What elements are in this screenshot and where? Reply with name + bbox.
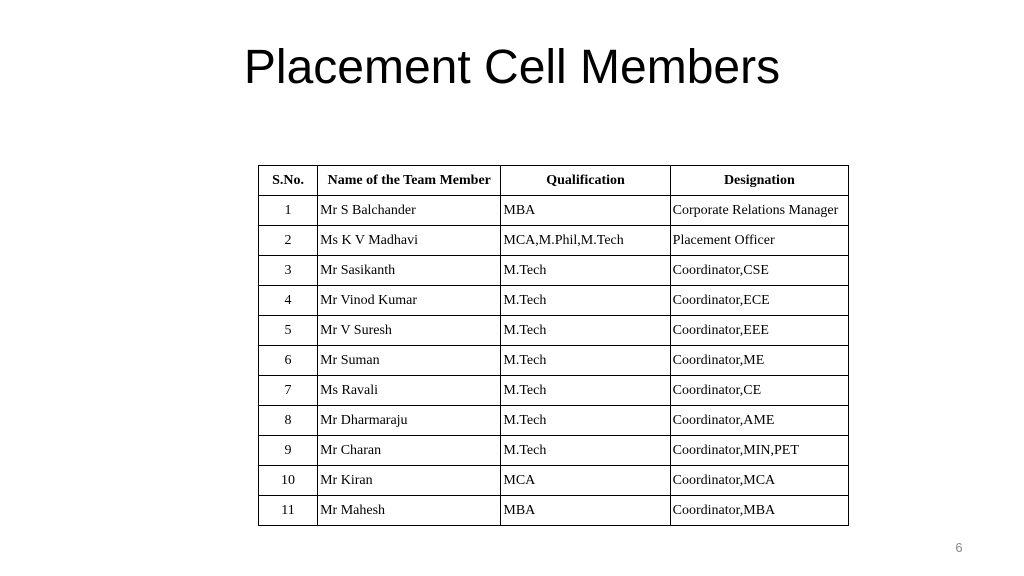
cell-name: Mr Mahesh <box>318 496 501 526</box>
cell-sno: 4 <box>259 286 318 316</box>
table-row <box>259 316 849 346</box>
cell-sno: 8 <box>259 406 318 436</box>
slide-title: Placement Cell Members <box>243 41 781 94</box>
table-row <box>259 466 849 496</box>
cell-qualification: M.Tech <box>501 256 670 286</box>
table-row <box>259 346 849 376</box>
header-designation: Designation <box>670 166 848 196</box>
cell-sno: 11 <box>259 496 318 526</box>
cell-name: Mr Sasikanth <box>318 256 501 286</box>
cell-name: Mr S Balchander <box>318 196 501 226</box>
cell-qualification: MCA,M.Phil,M.Tech <box>501 226 670 256</box>
header-qualification: Qualification <box>501 166 670 196</box>
cell-name: Ms Ravali <box>318 376 501 406</box>
cell-designation: Coordinator,EEE <box>670 316 848 346</box>
cell-sno: 3 <box>259 256 318 286</box>
cell-qualification: M.Tech <box>501 406 670 436</box>
cell-qualification: MCA <box>501 466 670 496</box>
cell-qualification: M.Tech <box>501 346 670 376</box>
cell-sno: 6 <box>259 346 318 376</box>
table-row <box>259 226 849 256</box>
table-row <box>259 436 849 466</box>
cell-designation: Corporate Relations Manager <box>670 196 848 226</box>
cell-name: Mr Dharmaraju <box>318 406 501 436</box>
cell-qualification: M.Tech <box>501 436 670 466</box>
table-header-row <box>259 166 849 196</box>
cell-sno: 2 <box>259 226 318 256</box>
table-row <box>259 286 849 316</box>
cell-sno: 7 <box>259 376 318 406</box>
cell-sno: 1 <box>259 196 318 226</box>
table-row <box>259 376 849 406</box>
cell-name: Mr Suman <box>318 346 501 376</box>
cell-qualification: MBA <box>501 496 670 526</box>
page-number: 6 <box>955 540 963 555</box>
cell-name: Mr Vinod Kumar <box>318 286 501 316</box>
cell-sno: 9 <box>259 436 318 466</box>
cell-designation: Coordinator,MCA <box>670 466 848 496</box>
cell-name: Mr Charan <box>318 436 501 466</box>
cell-qualification: MBA <box>501 196 670 226</box>
cell-sno: 10 <box>259 466 318 496</box>
cell-qualification: M.Tech <box>501 286 670 316</box>
cell-name: Mr Kiran <box>318 466 501 496</box>
cell-name: Ms K V Madhavi <box>318 226 501 256</box>
members-table <box>258 165 849 526</box>
table-row <box>259 196 849 226</box>
header-name: Name of the Team Member <box>318 166 501 196</box>
cell-designation: Coordinator,MBA <box>670 496 848 526</box>
cell-sno: 5 <box>259 316 318 346</box>
header-sno: S.No. <box>259 166 318 196</box>
cell-designation: Coordinator,CE <box>670 376 848 406</box>
cell-designation: Coordinator,MIN,PET <box>670 436 848 466</box>
cell-qualification: M.Tech <box>501 376 670 406</box>
cell-designation: Coordinator,ME <box>670 346 848 376</box>
cell-designation: Coordinator,AME <box>670 406 848 436</box>
table-row <box>259 496 849 526</box>
cell-qualification: M.Tech <box>501 316 670 346</box>
cell-designation: Coordinator,CSE <box>670 256 848 286</box>
table-row <box>259 256 849 286</box>
cell-designation: Placement Officer <box>670 226 848 256</box>
cell-designation: Coordinator,ECE <box>670 286 848 316</box>
cell-name: Mr V Suresh <box>318 316 501 346</box>
table-row <box>259 406 849 436</box>
